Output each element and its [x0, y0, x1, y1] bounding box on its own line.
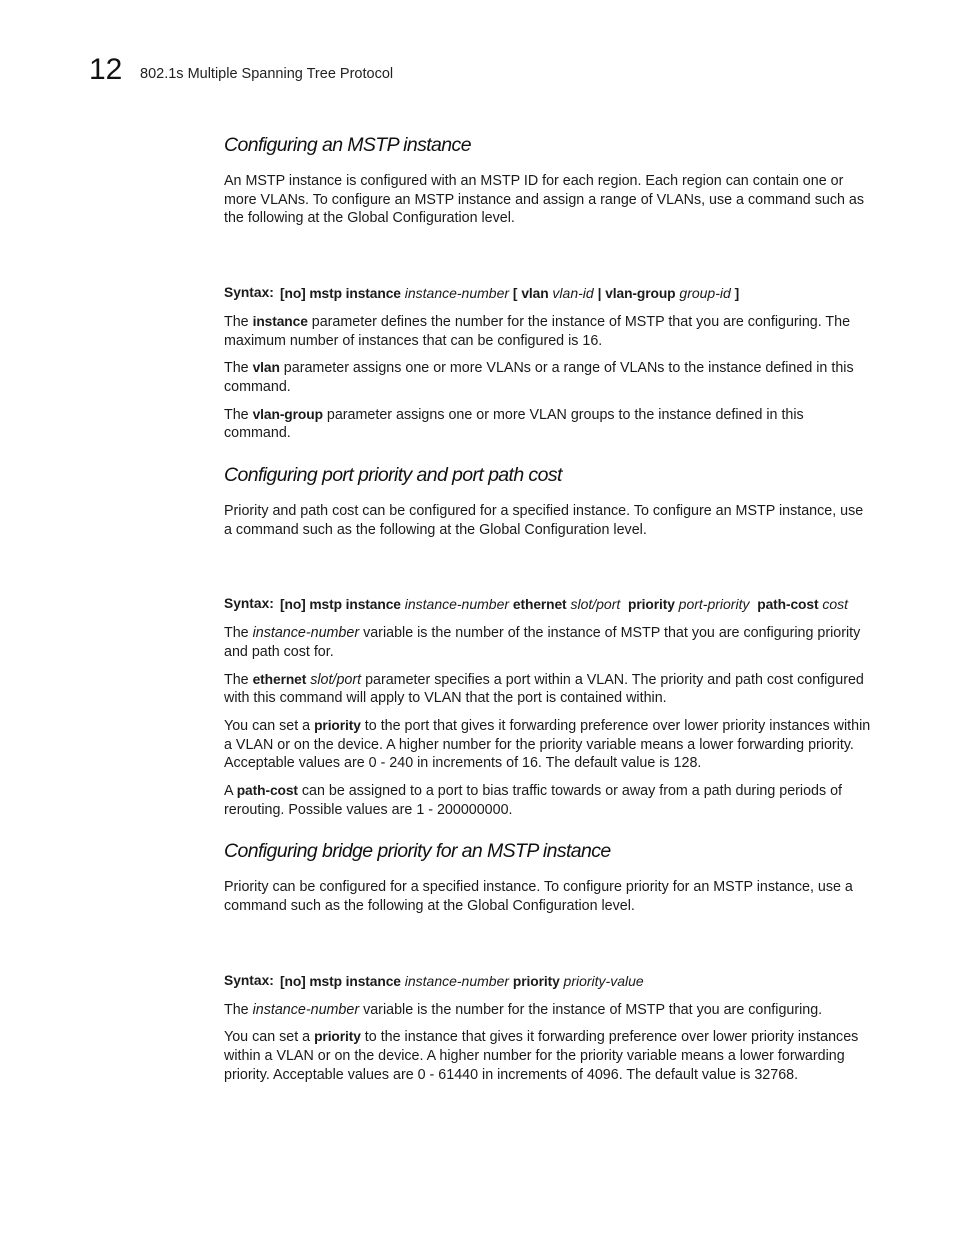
syntax-line	[224, 284, 874, 304]
section-intro: Priority and path cost can be configured for a specified instance. To configure an MSTP instance, use a command such as the following at the Global Configuration level.	[224, 503, 864, 538]
syntax-label: Syntax:	[224, 285, 274, 301]
syntax-line	[224, 595, 874, 615]
text-run: The	[224, 313, 253, 330]
document-body	[224, 130, 874, 1084]
text-run: The	[224, 671, 253, 688]
variable: instance-number	[252, 625, 360, 642]
keyword: priority	[314, 717, 361, 733]
syntax-keyword: priority	[628, 597, 675, 613]
syntax-keyword: [no] mstp instance	[280, 286, 401, 302]
syntax-variable: instance-number	[404, 596, 510, 613]
syntax-label: Syntax:	[224, 972, 274, 988]
syntax-keyword: path-cost	[757, 597, 819, 613]
syntax-variable: group-id	[679, 285, 731, 302]
variable: slot/port	[310, 671, 362, 688]
paragraph	[224, 782, 874, 819]
section-heading: Configuring an MSTP instance	[224, 134, 471, 156]
section-heading: Configuring bridge priority for an MSTP instance	[224, 840, 611, 863]
section-heading: Configuring port priority and port path cost	[224, 464, 562, 487]
syntax-variable: cost	[822, 596, 849, 613]
syntax-keyword: [	[512, 286, 518, 302]
text-run: parameter assigns one or more VLANs or a range of VLANs to the instance defined in this command.	[224, 360, 854, 395]
keyword: vlan-group	[252, 406, 323, 422]
text-run: You can set a	[224, 717, 315, 734]
syntax-keyword: [no] mstp instance	[280, 597, 401, 613]
text-run: The	[224, 360, 253, 377]
keyword: instance	[252, 313, 308, 329]
text-run: variable is the number for the instance of MSTP that you are configuring.	[359, 1001, 823, 1018]
syntax-variable: port-priority	[678, 596, 750, 613]
paragraph	[224, 1028, 874, 1084]
syntax-keyword: vlan	[521, 286, 549, 302]
text-run: The	[224, 406, 253, 423]
paragraph	[224, 406, 874, 443]
syntax-line	[224, 972, 874, 992]
chapter-title: 802.1s Multiple Spanning Tree Protocol	[140, 66, 394, 82]
syntax-variable: slot/port	[570, 596, 621, 613]
syntax-variable: vlan-id	[552, 285, 594, 302]
syntax-keyword: priority	[512, 973, 560, 989]
text-run: parameter specifies a port within a VLAN. The priority and path cost configured with this command will apply to VLAN that the port is contained within.	[224, 671, 864, 707]
text-run: A	[224, 783, 237, 800]
paragraph	[224, 1001, 874, 1020]
syntax-keyword: vlan-group	[605, 286, 676, 302]
variable: instance-number	[252, 1001, 360, 1018]
syntax-variable: instance-number	[404, 285, 510, 302]
keyword: priority	[314, 1029, 361, 1045]
keyword: ethernet	[252, 671, 307, 687]
keyword: path-cost	[236, 783, 298, 799]
keyword: vlan	[252, 360, 280, 376]
text-run: can be assigned to a port to bias traffic towards or away from a path during periods of rerouting. Possible values are 1 - 200000000.	[224, 783, 843, 818]
paragraph	[224, 671, 874, 708]
syntax-keyword: |	[597, 286, 602, 302]
text-run: The	[224, 625, 253, 642]
syntax-keyword: [no] mstp instance	[280, 973, 401, 989]
paragraph	[224, 717, 874, 773]
text-run: The	[224, 1001, 253, 1018]
paragraph	[224, 313, 874, 350]
text-run: variable is the number of the instance of MSTP that you are configuring priority and path cost for.	[224, 625, 861, 660]
syntax-keyword: ]	[734, 286, 740, 302]
text-run: to the instance that gives it forwarding preference over lower priority instances within a VLAN or on the device. A higher number for the priority variable means a lower forwarding priority. Acceptable values are 0 - 61440 in increments of 4096. The default value is 32768.	[224, 1029, 859, 1083]
syntax-variable: instance-number	[404, 972, 510, 989]
paragraph	[224, 359, 874, 396]
syntax-label: Syntax:	[224, 596, 274, 612]
section-intro: An MSTP instance is configured with an MSTP ID for each region. Each region can contain one or more VLANs. To configure an MSTP instance and assign a range of VLANs, use a command such as the following at the Global Configuration level.	[224, 173, 864, 227]
syntax-variable: priority-value	[563, 972, 644, 989]
text-run: You can set a	[224, 1029, 315, 1046]
section-intro: Priority can be configured for a specified instance. To configure priority for an MSTP instance, use a command such as the following at the Global Configuration level.	[224, 879, 853, 915]
syntax-keyword: ethernet	[512, 597, 567, 613]
chapter-number: 12	[89, 53, 123, 86]
paragraph	[224, 624, 874, 661]
text-run: parameter assigns one or more VLAN groups to the instance defined in this command.	[224, 406, 804, 442]
text-run: parameter defines the number for the instance of MSTP that you are configuring. The maximum number of instances that can be configured is 16.	[224, 313, 851, 349]
text-run: to the port that gives it forwarding preference over lower priority instances within a VLAN or on the device. A higher number for the priority variable means a lower forwarding priority. Acceptable values are 0 - 240 in increments of 16. The default value is 128.	[224, 717, 871, 772]
